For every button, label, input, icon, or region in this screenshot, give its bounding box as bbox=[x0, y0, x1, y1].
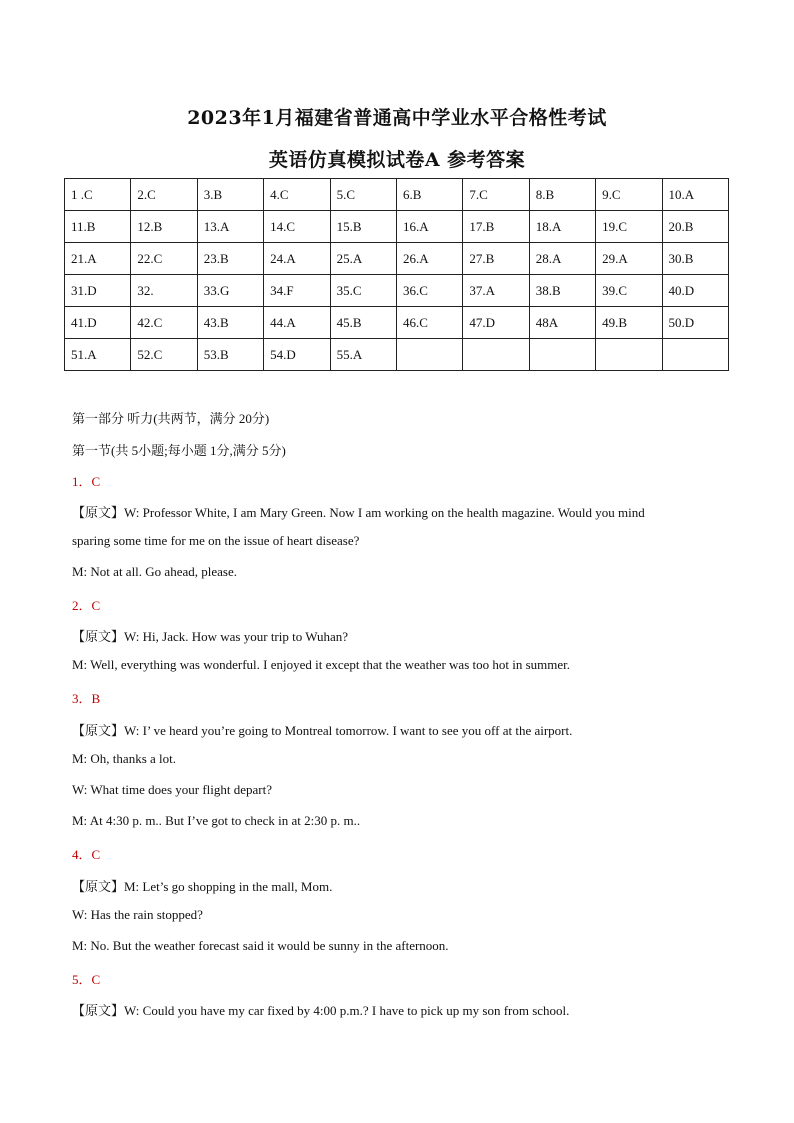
answer-cell: 14.C bbox=[264, 211, 330, 243]
answer-cell: 47.D bbox=[463, 307, 529, 339]
answer-cell: 26.A bbox=[396, 243, 462, 275]
answer-cell: 36.C bbox=[396, 275, 462, 307]
answer-cell: 18.A bbox=[529, 211, 595, 243]
answer-cell: 11.B bbox=[65, 211, 131, 243]
answer-cell: 2.C bbox=[131, 179, 197, 211]
transcript-line: 【原文】W: Professor White, I am Mary Green. Now I am working on the health magazine. Would you mind bbox=[72, 505, 645, 520]
answer-cell bbox=[529, 339, 595, 371]
answer-cell: 51.A bbox=[65, 339, 131, 371]
question-number: 3．B bbox=[72, 691, 101, 706]
answer-cell: 20.B bbox=[662, 211, 728, 243]
answer-cell: 46.C bbox=[396, 307, 462, 339]
answer-cell: 28.A bbox=[529, 243, 595, 275]
answer-cell: 27.B bbox=[463, 243, 529, 275]
answer-cell: 1 .C bbox=[65, 179, 131, 211]
question-number: 1．C bbox=[72, 474, 101, 489]
answer-cell: 9.C bbox=[596, 179, 662, 211]
answer-cell: 7.C bbox=[463, 179, 529, 211]
transcript-line: M: At 4:30 p. m.. But I’ve got to check in at 2:30 p. m.. bbox=[72, 813, 361, 828]
answer-cell bbox=[662, 339, 728, 371]
section-heading: 第一节(共 5小题;每小题 1分,满分 5分) bbox=[72, 443, 286, 458]
answer-cell bbox=[463, 339, 529, 371]
transcript-line: W: Has the rain stopped? bbox=[72, 907, 203, 922]
document-subtitle: 英语仿真模拟试卷A 参考答案 bbox=[268, 149, 526, 171]
transcript-line: 【原文】W: I’ ve heard you’re going to Montreal tomorrow. I want to see you off at the airport. bbox=[72, 723, 573, 738]
answer-cell: 31.D bbox=[65, 275, 131, 307]
answer-cell: 3.B bbox=[197, 179, 263, 211]
answer-cell: 39.C bbox=[596, 275, 662, 307]
answer-cell: 54.D bbox=[264, 339, 330, 371]
answer-cell: 45.B bbox=[330, 307, 396, 339]
answer-cell: 12.B bbox=[131, 211, 197, 243]
answer-cell: 22.C bbox=[131, 243, 197, 275]
answer-cell: 37.A bbox=[463, 275, 529, 307]
answer-cell: 23.B bbox=[197, 243, 263, 275]
answer-cell: 25.A bbox=[330, 243, 396, 275]
answer-cell: 35.C bbox=[330, 275, 396, 307]
answer-key-table bbox=[64, 178, 729, 371]
answer-cell: 15.B bbox=[330, 211, 396, 243]
answer-row bbox=[65, 179, 729, 211]
answer-cell: 5.C bbox=[330, 179, 396, 211]
transcript-line: 【原文】M: Let’s go shopping in the mall, Mom. bbox=[72, 879, 333, 894]
answer-cell: 16.A bbox=[396, 211, 462, 243]
answer-cell: 53.B bbox=[197, 339, 263, 371]
answer-cell: 44.A bbox=[264, 307, 330, 339]
answer-cell: 32. bbox=[131, 275, 197, 307]
answer-cell: 24.A bbox=[264, 243, 330, 275]
transcript-line: 【原文】W: Hi, Jack. How was your trip to Wuhan? bbox=[72, 629, 349, 644]
answer-cell: 52.C bbox=[131, 339, 197, 371]
question-number: 5．C bbox=[72, 972, 101, 987]
answer-cell: 30.B bbox=[662, 243, 728, 275]
answer-cell: 29.A bbox=[596, 243, 662, 275]
answer-cell: 13.A bbox=[197, 211, 263, 243]
answer-cell: 55.A bbox=[330, 339, 396, 371]
answer-cell: 33.G bbox=[197, 275, 263, 307]
answer-cell: 49.B bbox=[596, 307, 662, 339]
answer-cell: 50.D bbox=[662, 307, 728, 339]
answer-cell: 48A bbox=[529, 307, 595, 339]
answer-cell: 17.B bbox=[463, 211, 529, 243]
answer-cell: 43.B bbox=[197, 307, 263, 339]
section-heading: 第一部分 听力(共两节，满分 20分) bbox=[72, 411, 270, 426]
answer-cell: 8.B bbox=[529, 179, 595, 211]
answer-cell: 10.A bbox=[662, 179, 728, 211]
answer-cell: 21.A bbox=[65, 243, 131, 275]
answer-row bbox=[65, 339, 729, 371]
answer-cell: 40.D bbox=[662, 275, 728, 307]
answer-cell bbox=[396, 339, 462, 371]
answer-cell bbox=[596, 339, 662, 371]
answer-cell: 6.B bbox=[396, 179, 462, 211]
transcript-line: M: Well, everything was wonderful. I enjoyed it except that the weather was too hot in summer. bbox=[72, 657, 571, 672]
transcript-line: W: What time does your flight depart? bbox=[72, 782, 272, 797]
question-number: 4．C bbox=[72, 847, 101, 862]
transcript-line: M: Oh, thanks a lot. bbox=[72, 751, 176, 766]
transcript-line: 【原文】W: Could you have my car fixed by 4:00 p.m.? I have to pick up my son from school. bbox=[72, 1003, 570, 1018]
answer-cell: 38.B bbox=[529, 275, 595, 307]
transcript-line: M: No. But the weather forecast said it would be sunny in the afternoon. bbox=[72, 938, 449, 953]
answer-row bbox=[65, 307, 729, 339]
transcript-line: sparing some time for me on the issue of heart disease? bbox=[72, 533, 360, 548]
answer-cell: 41.D bbox=[65, 307, 131, 339]
answer-cell: 19.C bbox=[596, 211, 662, 243]
answer-cell: 4.C bbox=[264, 179, 330, 211]
document-title: 2023年1月福建省普通高中学业水平合格性考试 bbox=[187, 107, 607, 129]
answer-row bbox=[65, 275, 729, 307]
transcript-line: M: Not at all. Go ahead, please. bbox=[72, 564, 237, 579]
answer-row bbox=[65, 243, 729, 275]
answer-cell: 34.F bbox=[264, 275, 330, 307]
answer-row bbox=[65, 211, 729, 243]
question-number: 2．C bbox=[72, 598, 101, 613]
answer-cell: 42.C bbox=[131, 307, 197, 339]
